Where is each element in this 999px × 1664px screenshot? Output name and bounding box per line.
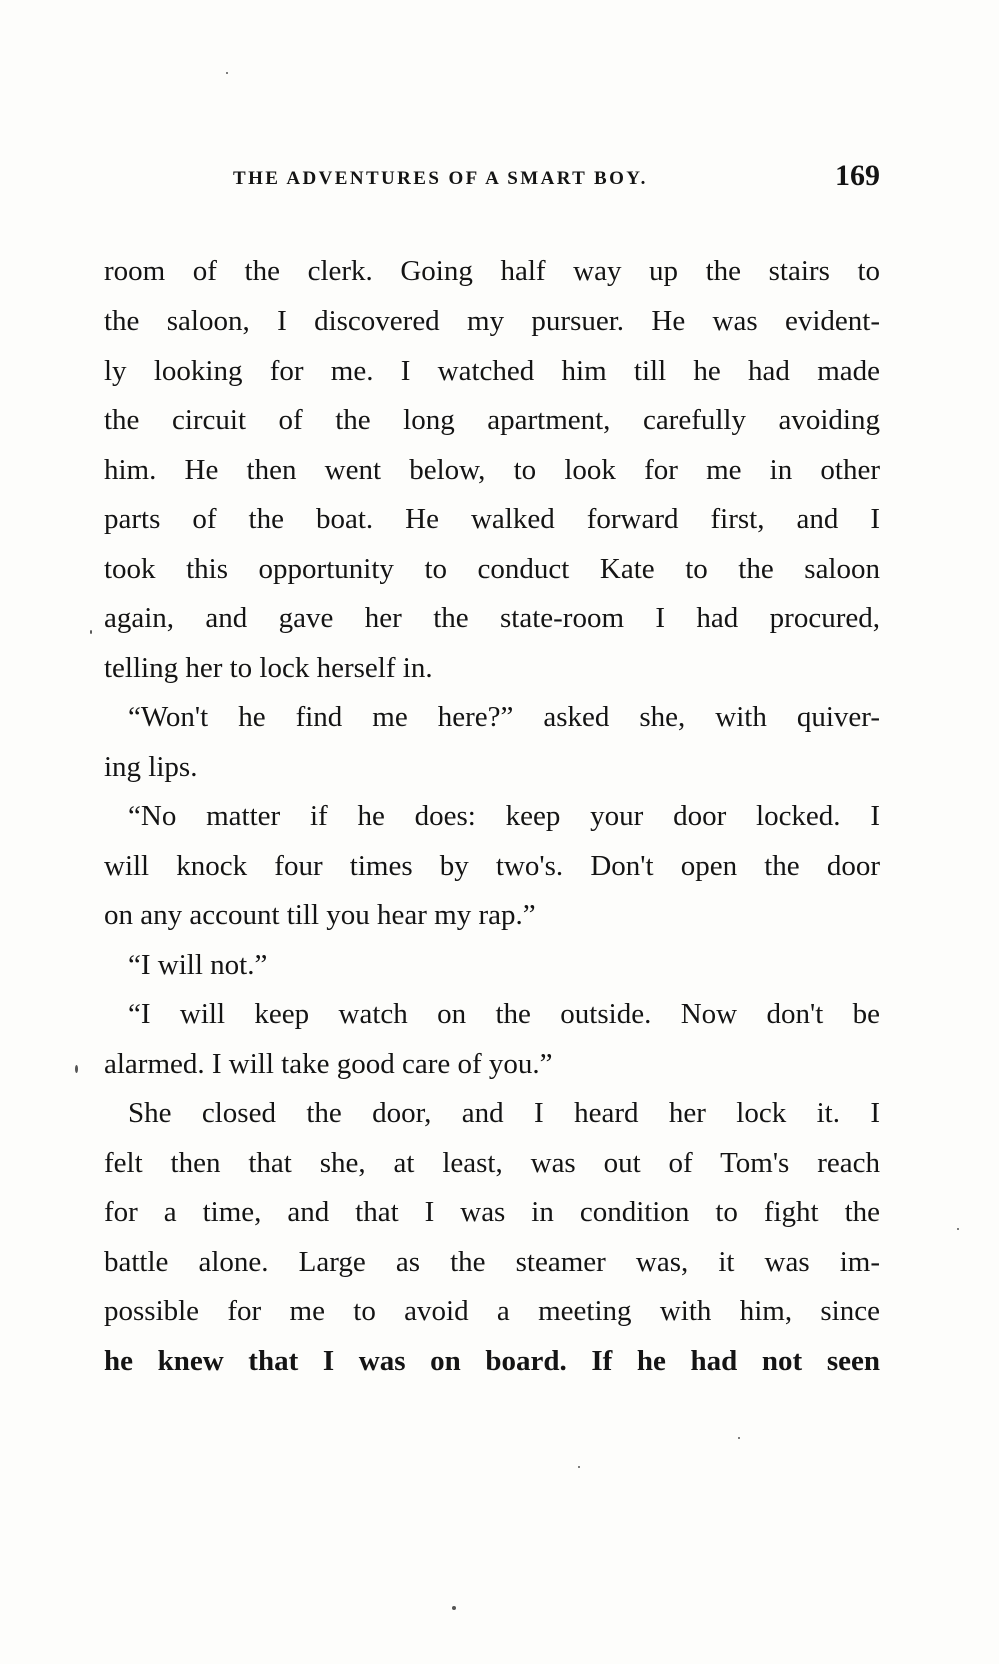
paper-speck (738, 1437, 740, 1439)
paper-speck (226, 72, 228, 74)
text-line: She closed the door, and I heard her lock it. I (128, 1097, 880, 1129)
text-line: ly looking for me. I watched him till he had made (104, 355, 880, 387)
paper-speck (452, 1606, 456, 1610)
text-line: took this opportunity to conduct Kate to the saloon (104, 553, 880, 585)
running-head: THE ADVENTURES OF A SMART BOY. (233, 168, 648, 189)
text-line: telling her to lock herself in. (104, 652, 433, 684)
text-line: for a time, and that I was in condition to fight the (104, 1196, 880, 1228)
text-line: “I will keep watch on the outside. Now don't be (128, 998, 880, 1030)
text-line: the circuit of the long apartment, carefully avoiding (104, 404, 880, 436)
text-line: room of the clerk. Going half way up the stairs to (104, 255, 880, 287)
text-line: the saloon, I discovered my pursuer. He was evident- (104, 305, 880, 337)
text-line: felt then that she, at least, was out of Tom's reach (104, 1147, 880, 1179)
text-line: on any account till you hear my rap.” (104, 899, 536, 931)
text-line: parts of the boat. He walked forward first, and I (104, 503, 880, 535)
text-line: possible for me to avoid a meeting with him, since (104, 1295, 880, 1327)
text-line: he knew that I was on board. If he had not seen (104, 1345, 880, 1377)
paper-speck (90, 630, 92, 634)
text-line: will knock four times by two's. Don't open the door (104, 850, 880, 882)
paper-speck (578, 1466, 580, 1468)
page-number: 169 (835, 159, 880, 192)
text-line: ing lips. (104, 751, 198, 783)
text-line: again, and gave her the state-room I had procured, (104, 602, 880, 634)
text-line: alarmed. I will take good care of you.” (104, 1048, 553, 1080)
paper-speck (75, 1065, 78, 1073)
text-line: “No matter if he does: keep your door locked. I (128, 800, 880, 832)
text-line: “I will not.” (128, 949, 268, 981)
text-line: “Won't he find me here?” asked she, with quiver- (128, 701, 880, 733)
paper-speck (957, 1228, 959, 1230)
text-line: him. He then went below, to look for me in other (104, 454, 880, 486)
text-line: battle alone. Large as the steamer was, it was im- (104, 1246, 880, 1278)
